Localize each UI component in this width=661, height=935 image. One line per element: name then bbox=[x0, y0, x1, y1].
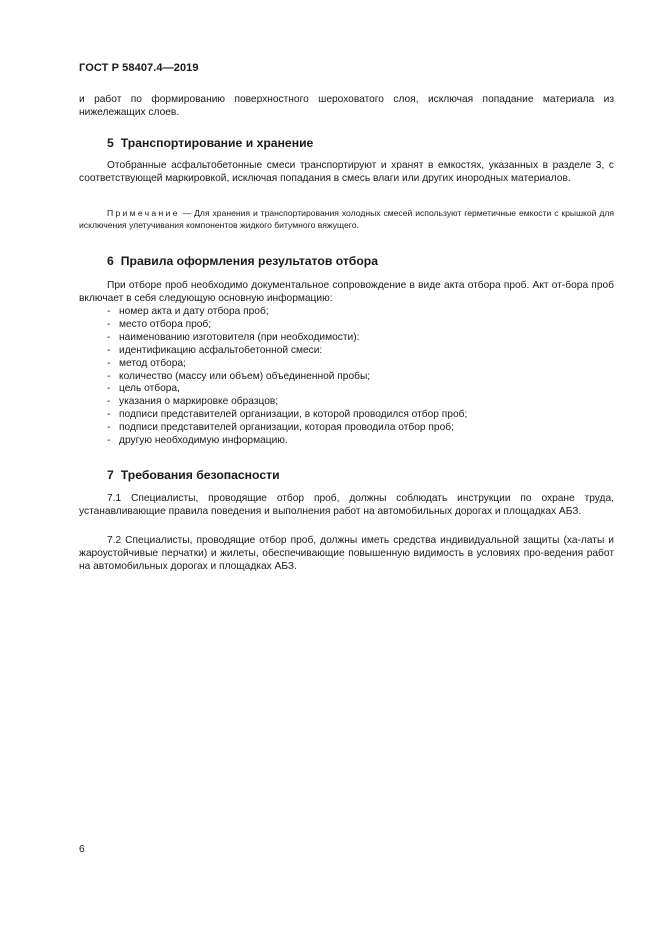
list-item: - указания о маркировке образцов; bbox=[107, 396, 279, 408]
note-text: — Для хранения и транспортирования холодных смесей используют герметичные емкости с крышкой для исключения улетучивания компонентов жидкого битумного вяжущего. bbox=[79, 208, 614, 230]
section-7-title: Требования безопасности bbox=[120, 468, 280, 482]
section-7-heading bbox=[107, 468, 280, 482]
list-item: - количество (массу или объем) объединенной пробы; bbox=[107, 370, 371, 382]
section-5-number: 5 bbox=[107, 136, 114, 150]
section-7-1-paragraph: 7.1 Специалисты, проводящие отбор проб, должны соблюдать инструкции по охране труда, устанавливающие правила поведения и выполнения работ на автомобильных дорогах и площадках АБЗ. bbox=[79, 493, 614, 517]
section-7-2-paragraph: 7.2 Специалисты, проводящие отбор проб, должны иметь средства индивидуальной защиты (ха-латы и жароустойчивые перчатки) и жилеты, обеспечивающие повышенную видимость в условиях про-ведения работ на автомобильных дорогах и площадках АБЗ. bbox=[79, 535, 614, 572]
intro-paragraph: и работ по формированию поверхностного шероховатого слоя, исключая попадание материала из нижележащих слоев. bbox=[79, 94, 614, 118]
list-item: - цель отбора, bbox=[107, 383, 180, 395]
list-item: - подписи представителей организации, в которой проводился отбор проб; bbox=[107, 409, 468, 421]
list-item: - номер акта и дату отбора проб; bbox=[107, 306, 269, 317]
info-list bbox=[79, 306, 614, 448]
list-item: - метод отбора; bbox=[107, 357, 186, 369]
document-header: ГОСТ Р 58407.4—2019 bbox=[79, 62, 199, 74]
section-5-note bbox=[79, 207, 614, 231]
section-6-number: 6 bbox=[107, 254, 114, 268]
list-item: - идентификацию асфальтобетонной смеси: bbox=[107, 344, 323, 356]
section-6-title: Правила оформления результатов отбора bbox=[120, 254, 378, 268]
section-5-title: Транспортирование и хранение bbox=[120, 136, 314, 150]
section-6-heading bbox=[107, 254, 378, 268]
list-item: - место отбора проб; bbox=[107, 318, 212, 330]
section-5-paragraph: Отобранные асфальтобетонные смеси транспортируют и хранят в емкостях, указанных в разделе 3, с соответствующей маркировкой, исключая попадания в смесь влаги или других инородных материалов. bbox=[79, 160, 614, 184]
list-item: - другую необходимую информацию. bbox=[107, 435, 288, 447]
list-item: - подписи представителей организации, которая проводила отбор проб; bbox=[107, 422, 454, 434]
note-label: Примечание bbox=[107, 208, 180, 218]
section-7-number: 7 bbox=[107, 468, 114, 482]
list-item: - наименованию изготовителя (при необходимости): bbox=[107, 331, 360, 343]
section-5-heading bbox=[107, 136, 313, 150]
page-number: 6 bbox=[79, 844, 85, 855]
section-6-paragraph: При отборе проб необходимо документальное сопровождение в виде акта отбора проб. Акт от-бора проб включает в себя следующую основную информацию: bbox=[79, 280, 614, 304]
